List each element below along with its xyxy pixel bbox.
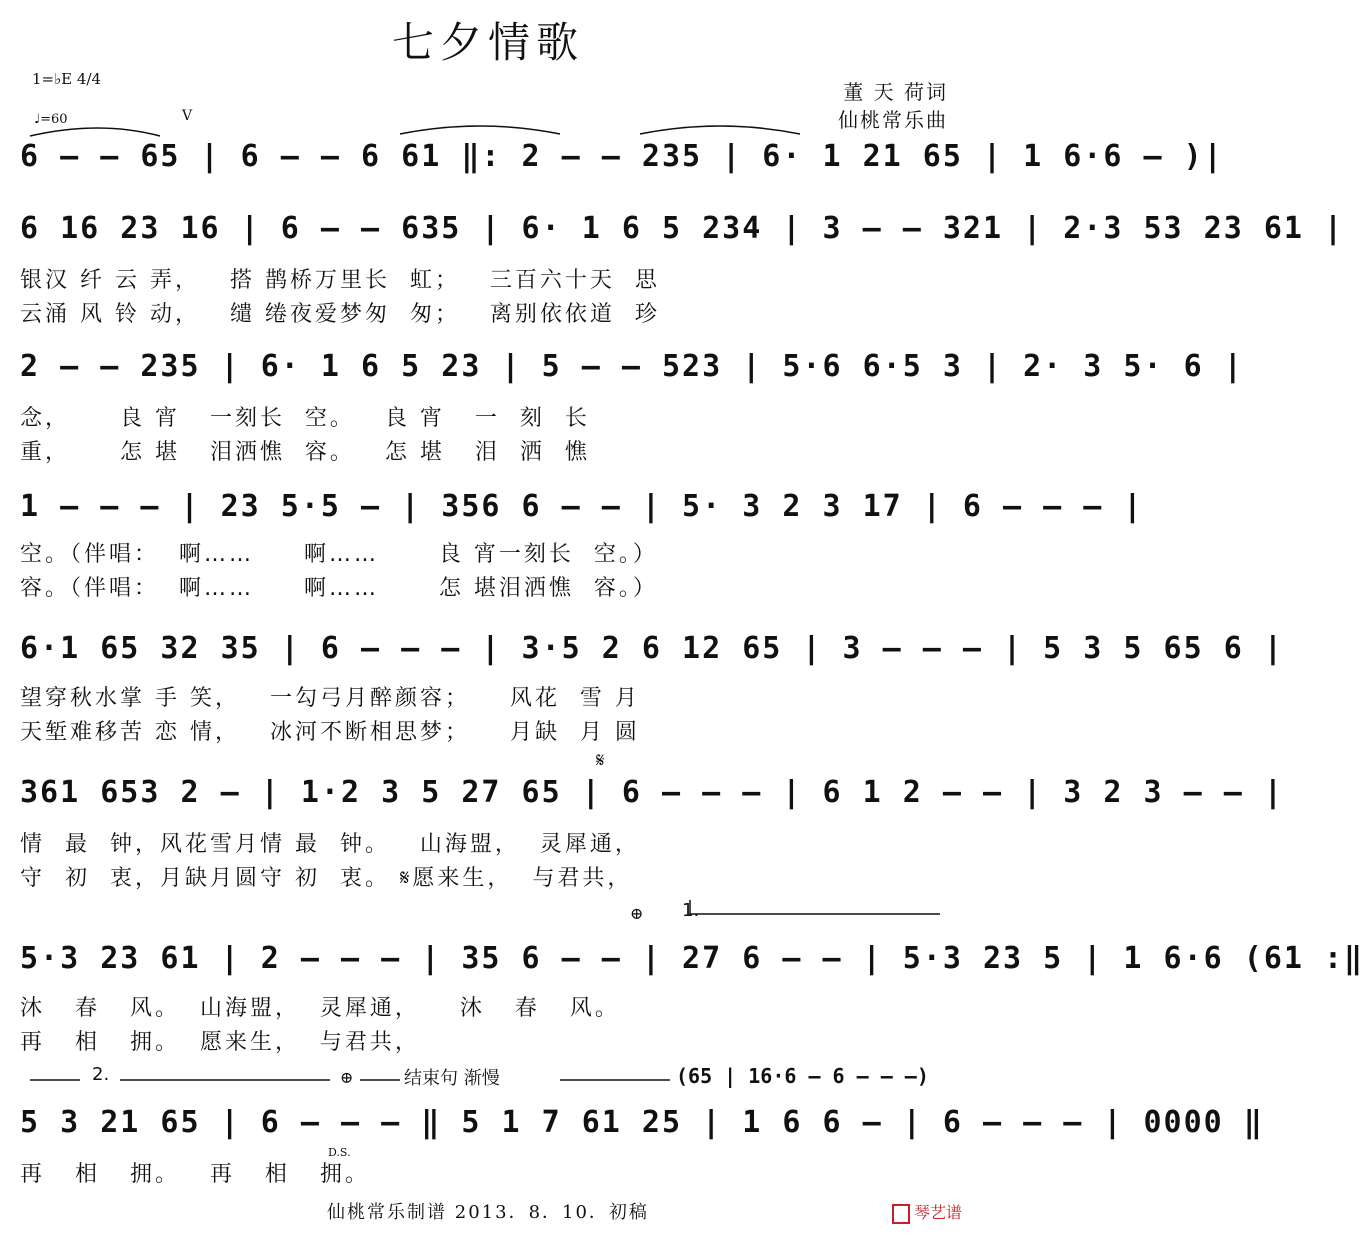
watermark-logo xyxy=(892,1200,962,1224)
tie-arc xyxy=(400,126,560,134)
coda-mark: ⊕ xyxy=(630,904,644,923)
lyric-line-3-verse1: 念， 良 宵 一刻长 空。 良 宵 一 刻 长 xyxy=(20,406,590,431)
lyric-line-4-verse2: 容。（伴唱： 啊…… 啊…… 怎 堪泪洒憔 容。） xyxy=(20,576,658,601)
lyric-line-2-verse1: 银汉 纤 云 弄， 搭 鹊桥万里长 虹； 三百六十天 思 xyxy=(20,268,660,293)
notation-staff-3: 2 — — 235 | 6· 1 6 5 23 | 5 — — 523 | 5·6 6·5 3 | 2· 3 5· 6 | xyxy=(20,349,1244,384)
lyric-line-2-verse2: 云涌 风 铃 动， 缱 绻夜爱梦匆 匆； 离别依依道 珍 xyxy=(20,302,660,327)
tie-arc xyxy=(640,126,800,134)
lyric-line-8: 再 相 拥。 再 相 拥。 xyxy=(20,1162,370,1187)
notation-staff-1: 6 — — 65 | 6 — — 6 61 ‖: 2 — — 235 | 6· 1 21 65 | 1 6·6 — )| xyxy=(20,139,1224,174)
lyric-line-5-verse2: 天堑难移苦 恋 情， 冰河不断相思梦； 月缺 月 圆 xyxy=(20,720,640,745)
tempo-marking: ♩=60 xyxy=(34,112,68,127)
lyric-line-3-verse2: 重， 怎 堪 泪洒憔 容。 怎 堪 泪 洒 憔 xyxy=(20,440,590,465)
coda-instruction: 结束句 渐慢 xyxy=(404,1068,500,1089)
ds-mark: D.S. xyxy=(328,1146,351,1159)
first-ending-bracket xyxy=(690,900,940,914)
lyric-line-7-verse1: 沐 春 风。 山海盟， 灵犀通， 沐 春 风。 xyxy=(20,996,620,1021)
lyric-line-5-verse1: 望穿秋水掌 手 笑， 一勾弓月醉颜容； 风花 雪 月 xyxy=(20,686,640,711)
key-signature: 1=♭E 4/4 xyxy=(32,70,102,88)
notation-staff-5: 6·1 65 32 35 | 6 — — — | 3·5 2 6 12 65 | 3 — — — | 5 3 5 65 6 | xyxy=(20,631,1284,666)
page-title: 七夕情歌 xyxy=(391,18,584,67)
logo-icon xyxy=(892,1204,910,1224)
tie-arc xyxy=(30,128,160,136)
lyric-line-4-verse1: 空。（伴唱： 啊…… 啊…… 良 宵一刻长 空。） xyxy=(20,542,658,567)
composer-credit: 仙桃常乐曲 xyxy=(838,108,948,132)
notation-staff-6: 361 653 2 — | 1·2 3 5 27 65 | 6 — — — | 6 1 2 — — | 3 2 3 — — | xyxy=(20,775,1284,810)
first-ending-label: 1. xyxy=(682,900,700,921)
coda-mark-2: ⊕ xyxy=(340,1068,354,1087)
notation-staff-4: 1 — — — | 23 5·5 — | 356 6 — — | 5· 3 2 3 17 | 6 — — — | xyxy=(20,489,1144,524)
lyric-line-6-verse2: 守 初 衷，月缺月圆守 初 衷。 𝄋愿来生， 与君共， xyxy=(20,866,633,891)
coda-staff: (65 | 16·6 — 6 — — —) xyxy=(676,1064,929,1088)
lyricist-credit: 董 天 荷词 xyxy=(843,80,948,104)
watermark-text: 琴艺谱 xyxy=(913,1203,962,1222)
footer-credit: 仙桃常乐制谱 2013．8．10．初稿 xyxy=(327,1202,649,1223)
lyric-line-7-verse2: 再 相 拥。 愿来生， 与君共， xyxy=(20,1030,420,1055)
notation-staff-2: 6 16 23 16 | 6 — — 635 | 6· 1 6 5 234 | 3 — — 321 | 2·3 53 23 61 | xyxy=(20,211,1345,246)
notation-staff-7: 5·3 23 61 | 2 — — — | 35 6 — — | 27 6 — — | 5·3 23 5 | 1 6·6 (61 :‖ xyxy=(20,941,1364,976)
lyric-line-6-verse1: 情 最 钟，风花雪月情 最 钟。 山海盟， 灵犀通， xyxy=(20,832,640,857)
breath-mark: V xyxy=(182,108,193,124)
notation-staff-8: 5 3 21 65 | 6 — — — ‖ 5 1 7 61 25 | 1 6 6 — | 6 — — — | 0000 ‖ xyxy=(20,1105,1264,1140)
segno-mark: 𝄋 xyxy=(596,748,605,772)
second-ending-label: 2. xyxy=(92,1064,110,1085)
